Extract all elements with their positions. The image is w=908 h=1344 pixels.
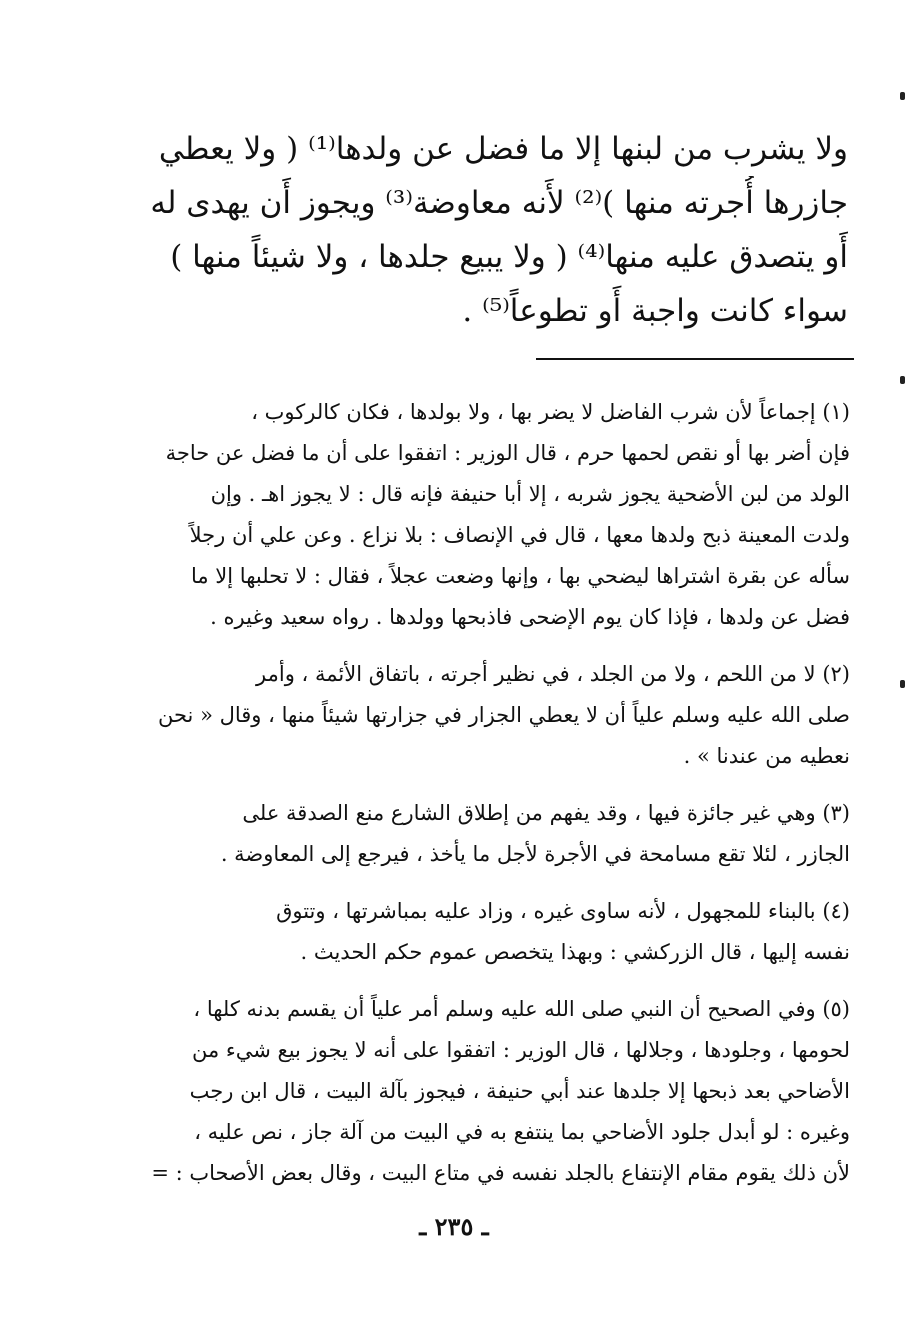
footnote-line: نفسه إليها ، قال الزركشي : وبهذا يتخصص عموم حكم الحديث . — [300, 940, 850, 964]
page-number: ـ ٢٣٥ ـ — [419, 1212, 489, 1241]
footnotes — [120, 392, 850, 1210]
main-text-line: ولا يشرب من لبنها إلا ما فضل عن ولدها⁽¹⁾ ( ولا يعطي — [158, 131, 848, 167]
main-text — [120, 122, 848, 338]
footnote-line: صلى الله عليه وسلم علياً أن لا يعطي الجزار في جزارتها شيئاً منها ، وقال « نحن — [158, 703, 850, 727]
footnote-line: فضل عن ولدها ، فإذا كان يوم الإضحى فاذبحها وولدها . رواه سعيد وغيره . — [210, 605, 850, 629]
footnote-line: ولدت المعينة ذبح ولدها معها ، قال في الإنصاف : بلا نزاع . وعن علي أن رجلاً — [189, 523, 850, 547]
footnote-line: (٢) لا من اللحم ، ولا من الجلد ، في نظير أجرته ، باتفاق الأئمة ، وأمر — [256, 662, 850, 686]
footnote-4 — [120, 891, 850, 973]
footnote-line: لحومها ، وجلودها ، وجلالها ، قال الوزير : اتفقوا على أنه لا يجوز بيع شيء من — [191, 1038, 850, 1062]
footnote-line: لأن ذلك يقوم مقام الإنتفاع بالجلد نفسه في متاع البيت ، وقال بعض الأصحاب : = — [151, 1161, 850, 1185]
margin-mark — [900, 680, 905, 688]
footnote-line: (٥) وفي الصحيح أن النبي صلى الله عليه وسلم أمر علياً أن يقسم بدنه كلها ، — [193, 997, 850, 1021]
footnote-line: (٣) وهي غير جائزة فيها ، وقد يفهم من إطلاق الشارع منع الصدقة على — [242, 801, 850, 825]
footnote-line: الأضاحي بعد ذبحها إلا جلدها عند أبي حنيفة ، فيجوز بآلة البيت ، قال ابن رجب — [189, 1079, 850, 1103]
margin-mark — [900, 376, 905, 384]
main-text-line: سواء كانت واجبة أَو تطوعاً⁽⁵⁾ . — [462, 293, 848, 329]
footnote-line: فإن أضر بها أو نقص لحمها حرم ، قال الوزير : اتفقوا على أن ما فضل عن حاجة — [165, 441, 850, 465]
footnote-line: (٤) بالبناء للمجهول ، لأنه ساوى غيره ، وزاد عليه بمباشرتها ، وتتوق — [276, 899, 850, 923]
footnote-2 — [120, 654, 850, 777]
footnote-divider — [536, 358, 854, 360]
footnote-1 — [120, 392, 850, 638]
footnote-5 — [120, 989, 850, 1194]
footnote-line: سأله عن بقرة اشتراها ليضحي بها ، وإنها وضعت عجلاً ، فقال : لا تحلبها إلا ما — [190, 564, 850, 588]
footnote-line: الولد من لبن الأضحية يجوز شربه ، إلا أبا حنيفة فإنه قال : لا يجوز اهـ . وإن — [210, 482, 850, 506]
footnote-line: (١) إجماعاً لأن شرب الفاضل لا يضر بها ، ولا بولدها ، فكان كالركوب ، — [251, 400, 850, 424]
footnote-line: نعطيه من عندنا » . — [683, 744, 850, 768]
footnote-3 — [120, 793, 850, 875]
footnote-line: وغيره : لو أبدل جلود الأضاحي بما ينتفع به في البيت من آلة جاز ، نص عليه ، — [194, 1120, 850, 1144]
footnote-line: الجازر ، لئلا تقع مسامحة في الأجرة لأجل ما يأخذ ، فيرجع إلى المعاوضة . — [220, 842, 850, 866]
margin-mark — [900, 92, 905, 100]
main-text-line: جازرها أُجرته منها )⁽²⁾ لأَنه معاوضة⁽³⁾ ويجوز أَن يهدى له — [150, 185, 848, 221]
main-text-line: أَو يتصدق عليه منها⁽⁴⁾ ( ولا يبيع جلدها ، ولا شيئاً منها ) — [170, 239, 848, 275]
